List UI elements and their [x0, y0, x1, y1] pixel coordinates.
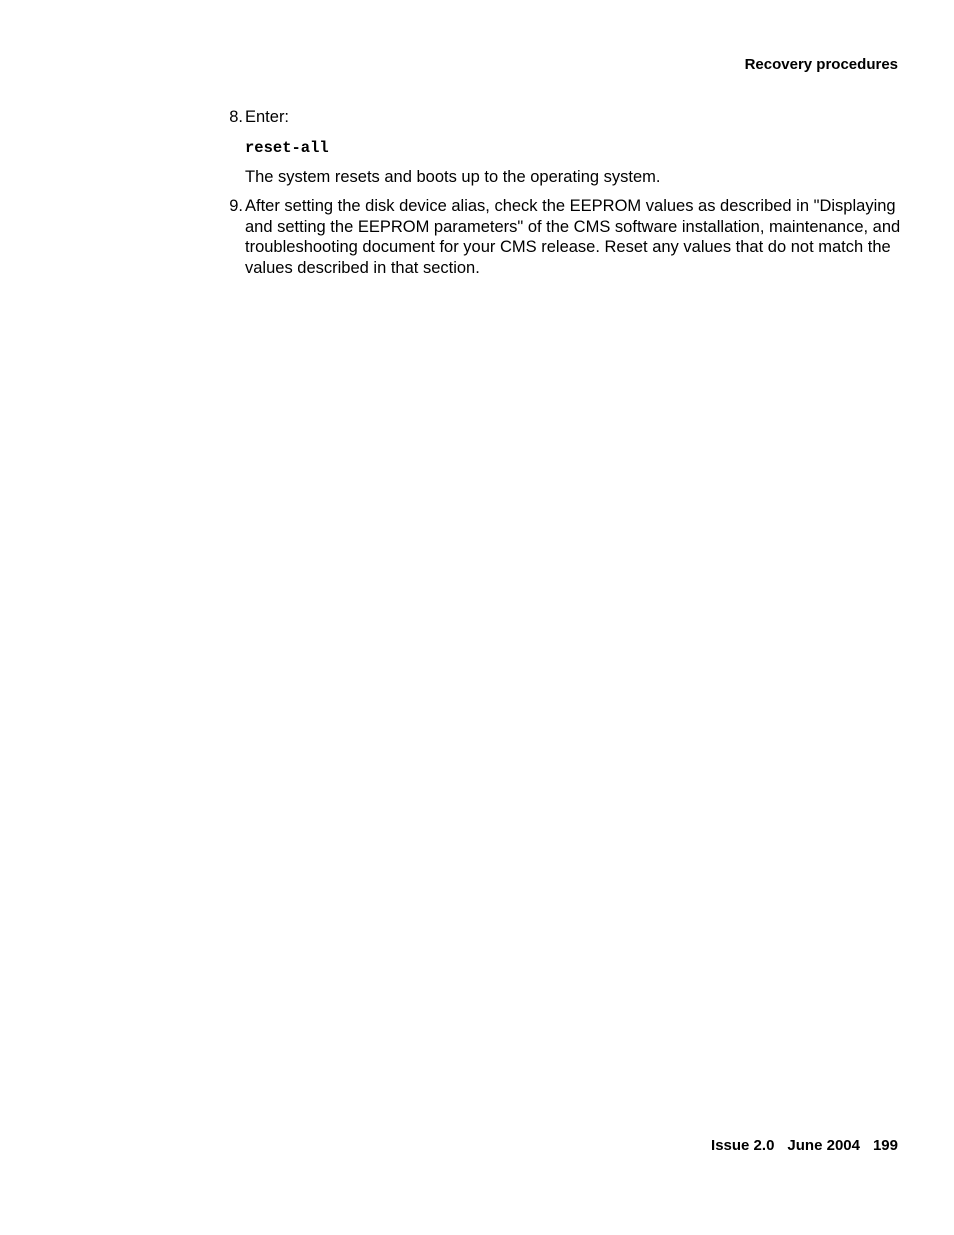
- step-instruction: After setting the disk device alias, check the EEPROM values as described in "Displaying and setting the EEPROM parameters" of the CMS software installation, maintenance, and troubleshooting document for your CMS release. Reset any values that do not match the values described in that section.: [245, 197, 901, 277]
- step-number: 9.: [229, 197, 243, 215]
- page-number: 199: [872, 1137, 898, 1154]
- step-instruction: Enter:: [245, 108, 290, 126]
- running-header: [745, 56, 898, 74]
- issue-label: Issue 2.0: [711, 1137, 775, 1154]
- command-text: reset-all: [245, 138, 329, 157]
- section-title: Recovery procedures: [744, 56, 898, 73]
- issue-date: June 2004: [787, 1137, 860, 1154]
- document-body: [229, 107, 905, 278]
- running-footer: [711, 1137, 898, 1155]
- step-number: 8.: [229, 108, 243, 126]
- procedure-step-9: [229, 196, 905, 278]
- step-result: The system resets and boots up to the operating system.: [245, 167, 661, 186]
- procedure-step-8: [229, 107, 905, 187]
